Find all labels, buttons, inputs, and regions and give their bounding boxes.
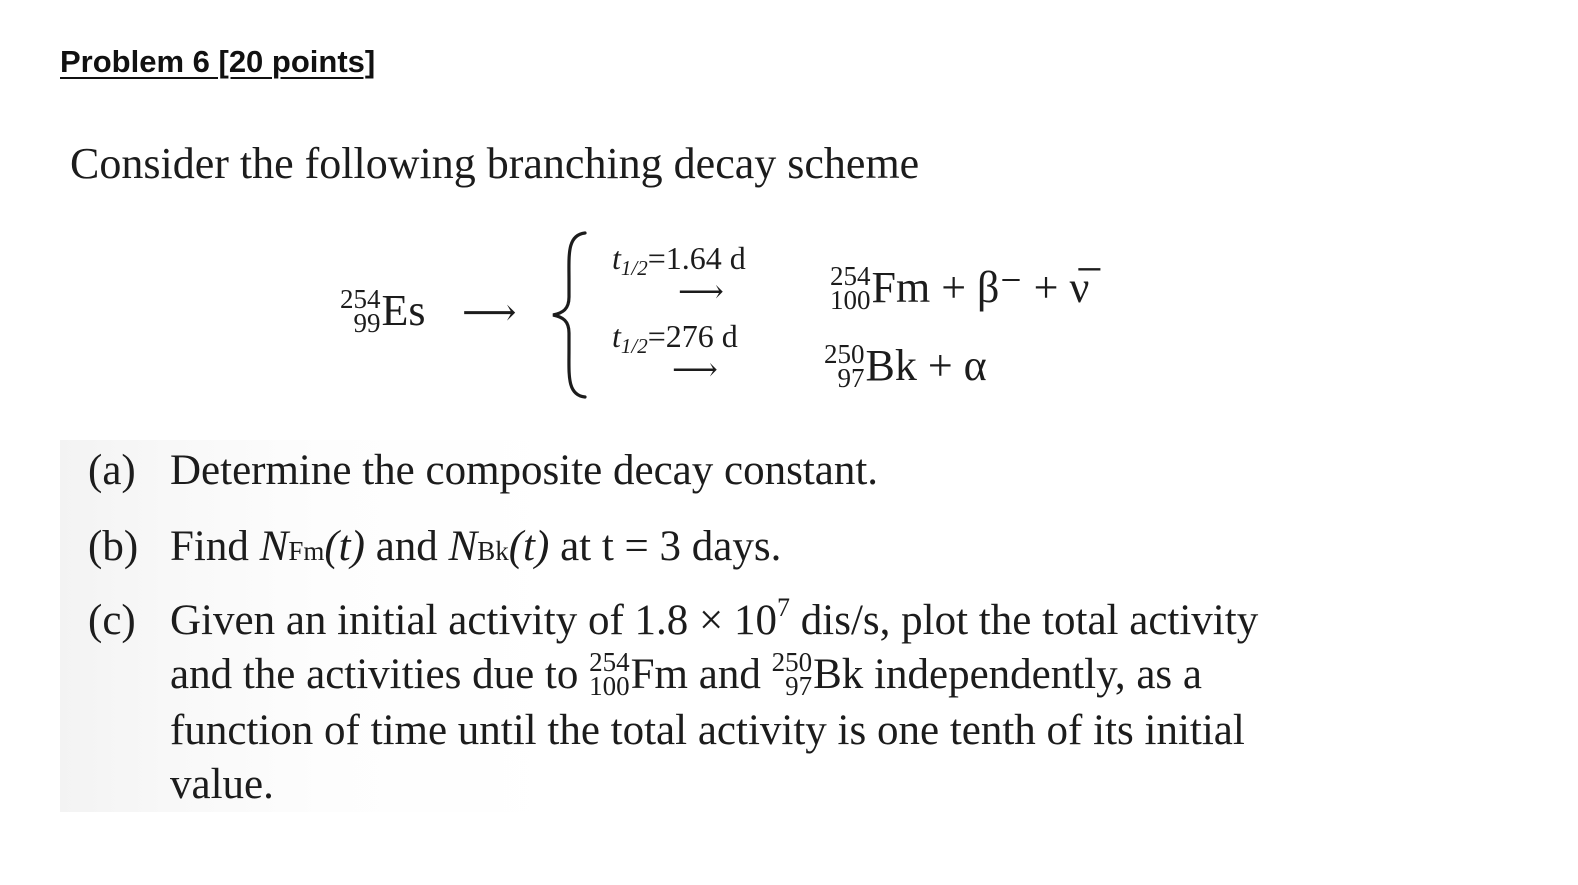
- part-c-line3: function of time until the total activity is one tenth of its initial: [170, 707, 1245, 754]
- part-b-find: Find: [170, 523, 260, 570]
- intro-text: Consider the following branching decay scheme: [70, 139, 920, 188]
- fm-atomic-number: 100: [830, 284, 871, 315]
- part-b-t1: (t): [324, 523, 365, 570]
- part-b-fm-sub: Fm: [288, 536, 325, 566]
- parent-symbol: Es: [381, 286, 426, 335]
- part-b: [88, 522, 781, 571]
- part-a-text: Determine the composite decay constant.: [170, 447, 879, 494]
- bk-symbol: Bk: [865, 341, 917, 390]
- part-c-line1-pre: Given an initial activity of 1.8 × 10: [170, 597, 778, 644]
- branch1-products: [830, 262, 1089, 316]
- part-b-label: (b): [88, 523, 139, 570]
- parent-nuclide: [340, 285, 426, 339]
- part-c-fm-mass: 254: [589, 646, 630, 677]
- part-a: [88, 446, 878, 495]
- part-b-t2: (t): [508, 523, 550, 570]
- part-a-label: (a): [88, 447, 136, 494]
- branch2-value: =276 d: [647, 318, 738, 354]
- part-b-text: [170, 522, 781, 571]
- fm-isotope-numbers: [830, 260, 871, 315]
- branch2-sub: 1/2: [620, 334, 648, 358]
- part-c-fm-atomic: 100: [589, 671, 630, 702]
- part-c-exponent: 7: [777, 593, 791, 622]
- parent-isotope-numbers: [340, 283, 381, 338]
- part-b-n-bk: N: [448, 523, 478, 570]
- part-c-bk-isotope: [771, 646, 813, 702]
- branch2-products: [824, 340, 987, 394]
- part-b-n-fm: N: [259, 523, 289, 570]
- branch2-rest: + α: [916, 341, 987, 390]
- part-c-line2-post: independently, as a: [863, 651, 1202, 698]
- part-c-line2: [170, 646, 1202, 702]
- bk-isotope-numbers: [824, 338, 865, 393]
- part-c-fm-symbol: Fm: [630, 651, 688, 698]
- main-arrow: ⟶: [462, 292, 517, 334]
- part-c-bk-atomic: 97: [785, 671, 813, 702]
- branch1-sub: 1/2: [620, 256, 648, 280]
- part-b-bk-sub: Bk: [477, 536, 509, 566]
- bk-atomic-number: 97: [837, 362, 865, 393]
- part-c-line1: [170, 593, 1259, 645]
- part-b-and: and: [364, 523, 449, 570]
- part-b-rest: at t = 3 days.: [549, 523, 782, 570]
- parent-mass-number: 254: [340, 283, 381, 314]
- branch2-arrow: ⟶: [672, 351, 718, 387]
- part-c-line2-pre: and the activities due to: [170, 651, 590, 698]
- part-c-line4: value.: [170, 761, 274, 808]
- branch1-value: =1.64 d: [647, 240, 746, 276]
- part-c-bk-mass: 250: [771, 646, 813, 677]
- problem-title: Problem 6 [20 points]: [60, 44, 376, 79]
- part-c-line2-mid: and: [688, 651, 772, 698]
- branch1-t: t: [612, 240, 621, 276]
- decay-scheme: [0, 0, 1578, 420]
- part-c: [88, 593, 1259, 645]
- branch2-t: t: [612, 318, 621, 354]
- fm-mass-number: 254: [830, 260, 871, 291]
- parent-atomic-number: 99: [353, 307, 381, 338]
- part-c-label: (c): [88, 597, 136, 644]
- fm-symbol: Fm: [871, 263, 931, 312]
- branch1-rest: + β⁻ + ν̅: [930, 263, 1090, 312]
- part-c-fm-isotope: [589, 646, 630, 702]
- branch1-arrow: ⟶: [678, 273, 724, 309]
- bk-mass-number: 250: [824, 338, 865, 369]
- branch-brace-icon: [545, 225, 595, 405]
- part-c-bk-symbol: Bk: [813, 651, 864, 698]
- part-c-line1-post: dis/s, plot the total activity: [790, 597, 1259, 644]
